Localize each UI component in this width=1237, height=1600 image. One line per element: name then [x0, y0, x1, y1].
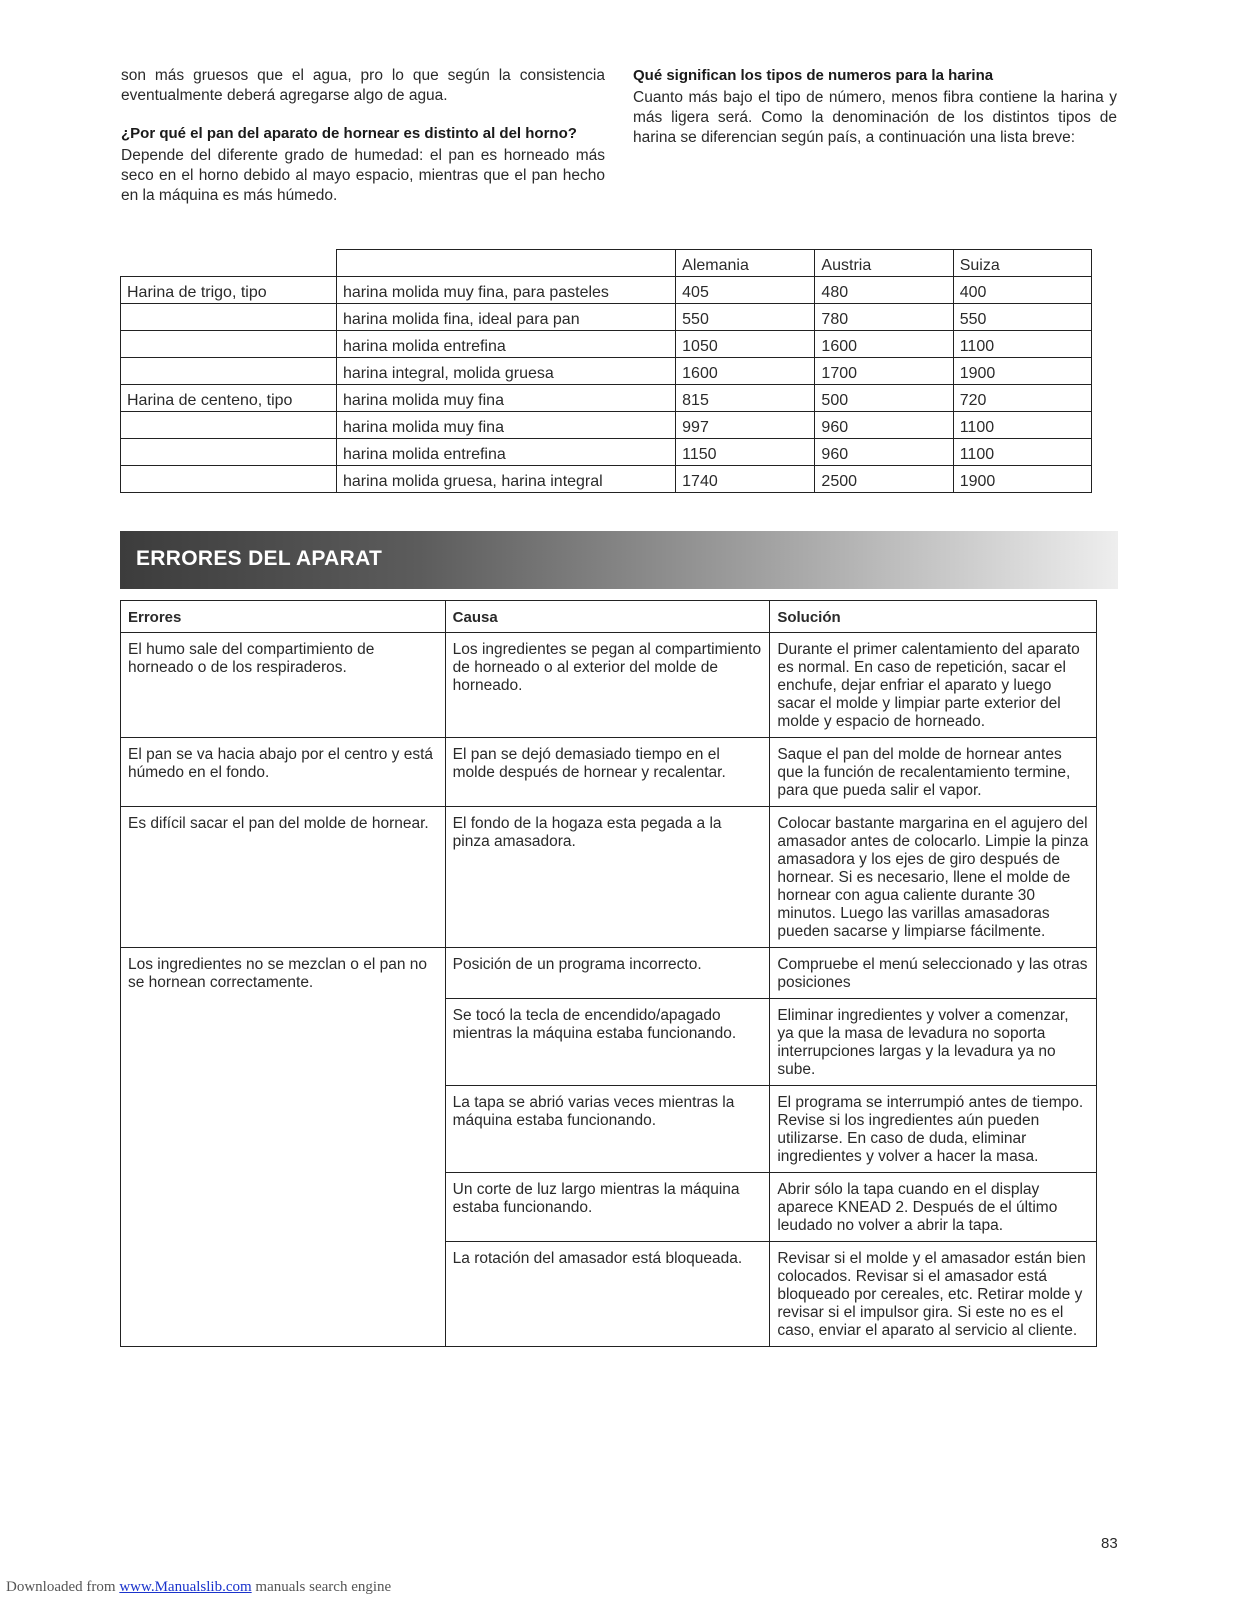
flour-types-heading: Qué significan los tipos de numeros para la harina — [633, 67, 994, 84]
flour-category-cell: Harina de centeno, tipo — [121, 385, 337, 412]
section-banner — [120, 531, 1118, 589]
download-footer — [6, 1579, 391, 1596]
flour-value-cell: 1100 — [953, 331, 1091, 358]
manualslib-link[interactable]: www.Manualslib.com — [119, 1579, 252, 1595]
footer-prefix: Downloaded from — [6, 1579, 120, 1595]
flour-value-cell: 1900 — [953, 466, 1091, 493]
errors-table — [120, 600, 1097, 1347]
section-title: ERRORES DEL APARAT — [136, 547, 383, 570]
header-errors: Errores — [121, 601, 446, 633]
flour-value-cell: 500 — [815, 385, 953, 412]
right-column — [633, 66, 1117, 148]
table-row — [121, 807, 1097, 948]
flour-category-cell: Harina de trigo, tipo — [121, 277, 337, 304]
flour-description-cell: harina molida entrefina — [337, 331, 676, 358]
flour-header-switzerland: Suiza — [953, 250, 1091, 277]
error-cell: Los ingredientes no se mezclan o el pan no se hornean correctamente. — [121, 948, 446, 1347]
flour-value-cell: 400 — [953, 277, 1091, 304]
flour-value-cell: 480 — [815, 277, 953, 304]
errors-header-row — [121, 601, 1097, 633]
flour-category-cell — [121, 439, 337, 466]
flour-description-cell: harina molida muy fina, para pasteles — [337, 277, 676, 304]
flour-value-cell: 997 — [676, 412, 815, 439]
solution-cell: Compruebe el menú seleccionado y las otras posiciones — [770, 948, 1097, 999]
error-cell: El pan se va hacia abajo por el centro y está húmedo en el fondo. — [121, 738, 446, 807]
table-row — [121, 439, 1092, 466]
header-solution: Solución — [770, 601, 1097, 633]
flour-value-cell: 1100 — [953, 412, 1091, 439]
cause-cell: Posición de un programa incorrecto. — [445, 948, 770, 999]
footer-suffix: manuals search engine — [251, 1579, 392, 1595]
flour-category-cell — [121, 358, 337, 385]
cause-cell: El fondo de la hogaza esta pegada a la pinza amasadora. — [445, 807, 770, 948]
flour-value-cell: 1100 — [953, 439, 1091, 466]
flour-description-cell: harina molida muy fina — [337, 385, 676, 412]
flour-header-austria: Austria — [815, 250, 953, 277]
left-column — [121, 66, 605, 206]
flour-types-paragraph: Cuanto más bajo el tipo de número, menos fibra contiene la harina y más ligera será. Como la denominación de los distintos tipos de harina se diferencian según país, a continuación una lista breve: — [633, 89, 1117, 146]
flour-value-cell: 1050 — [676, 331, 815, 358]
flour-value-cell: 1600 — [815, 331, 953, 358]
solution-cell: Eliminar ingredientes y volver a comenzar, ya que la masa de levadura no soporta interrupciones largas y la levadura ya no sube. — [770, 999, 1097, 1086]
error-cell: El humo sale del compartimiento de horneado o de los respiraderos. — [121, 633, 446, 738]
cause-cell: Se tocó la tecla de encendido/apagado mientras la máquina estaba funcionando. — [445, 999, 770, 1086]
flour-value-cell: 780 — [815, 304, 953, 331]
table-row — [121, 738, 1097, 807]
flour-category-cell — [121, 412, 337, 439]
flour-type-table — [120, 249, 1092, 493]
flour-description-cell: harina molida fina, ideal para pan — [337, 304, 676, 331]
flour-header-germany: Alemania — [676, 250, 815, 277]
table-row — [121, 331, 1092, 358]
flour-value-cell: 1150 — [676, 439, 815, 466]
flour-value-cell: 1740 — [676, 466, 815, 493]
continuation-paragraph: son más gruesos que el agua, pro lo que según la consistencia eventualmente deberá agregarse algo de agua. — [121, 67, 605, 104]
bread-difference-heading: ¿Por qué el pan del aparato de hornear es distinto al del horno? — [121, 125, 577, 142]
flour-header-blank — [121, 250, 337, 277]
solution-cell: Revisar si el molde y el amasador están bien colocados. Revisar si el amasador está bloqueado por cereales, etc. Retirar molde y revisar si el impulsor gira. Si este no es el caso, enviar el aparato al servicio al cliente. — [770, 1242, 1097, 1347]
flour-value-cell: 960 — [815, 439, 953, 466]
cause-cell: El pan se dejó demasiado tiempo en el molde después de hornear y recalentar. — [445, 738, 770, 807]
table-row — [121, 633, 1097, 738]
solution-cell: El programa se interrumpió antes de tiempo. Revise si los ingredientes aún pueden utilizarse. En caso de duda, eliminar ingredientes y volver a hacer la masa. — [770, 1086, 1097, 1173]
flour-description-cell: harina integral, molida gruesa — [337, 358, 676, 385]
cause-cell: Un corte de luz largo mientras la máquina estaba funcionando. — [445, 1173, 770, 1242]
flour-value-cell: 1900 — [953, 358, 1091, 385]
flour-category-cell — [121, 304, 337, 331]
solution-cell: Abrir sólo la tapa cuando en el display aparece KNEAD 2. Después de el último leudado no volver a abrir la tapa. — [770, 1173, 1097, 1242]
cause-cell: La rotación del amasador está bloqueada. — [445, 1242, 770, 1347]
flour-category-cell — [121, 466, 337, 493]
table-row — [121, 277, 1092, 304]
error-cell: Es difícil sacar el pan del molde de hornear. — [121, 807, 446, 948]
cause-cell: Los ingredientes se pegan al compartimiento de horneado o al exterior del molde de horneado. — [445, 633, 770, 738]
table-row — [121, 948, 1097, 999]
solution-cell: Colocar bastante margarina en el agujero del amasador antes de colocarlo. Limpie la pinza amasadora y los ejes de giro después de hornear. Si es necesario, llene el molde de hornear con agua caliente durante 30 minutos. Luego las varillas amasadoras pueden sacarse y limpiarse fácilmente. — [770, 807, 1097, 948]
page-number: 83 — [1101, 1535, 1118, 1552]
flour-value-cell: 550 — [676, 304, 815, 331]
table-row — [121, 304, 1092, 331]
flour-description-cell: harina molida gruesa, harina integral — [337, 466, 676, 493]
flour-value-cell: 550 — [953, 304, 1091, 331]
table-row — [121, 412, 1092, 439]
flour-description-cell: harina molida muy fina — [337, 412, 676, 439]
flour-value-cell: 1600 — [676, 358, 815, 385]
flour-value-cell: 1700 — [815, 358, 953, 385]
flour-value-cell: 405 — [676, 277, 815, 304]
flour-category-cell — [121, 331, 337, 358]
flour-value-cell: 2500 — [815, 466, 953, 493]
flour-description-cell: harina molida entrefina — [337, 439, 676, 466]
solution-cell: Durante el primer calentamiento del aparato es normal. En caso de repetición, sacar el enchufe, dejar enfriar el aparato y luego sacar el molde y limpiar parte exterior del molde y espacio de horneado. — [770, 633, 1097, 738]
flour-header-blank — [337, 250, 676, 277]
flour-value-cell: 960 — [815, 412, 953, 439]
table-row — [121, 385, 1092, 412]
bread-difference-paragraph: Depende del diferente grado de humedad: el pan es horneado más seco en el horno debido al mayo espacio, mientras que el pan hecho en la máquina es más húmedo. — [121, 147, 605, 204]
table-row — [121, 358, 1092, 385]
solution-cell: Saque el pan del molde de hornear antes que la función de recalentamiento termine, para que pueda salir el vapor. — [770, 738, 1097, 807]
flour-value-cell: 815 — [676, 385, 815, 412]
cause-cell: La tapa se abrió varias veces mientras la máquina estaba funcionando. — [445, 1086, 770, 1173]
flour-value-cell: 720 — [953, 385, 1091, 412]
flour-table-header-row — [121, 250, 1092, 277]
table-row — [121, 466, 1092, 493]
header-cause: Causa — [445, 601, 770, 633]
